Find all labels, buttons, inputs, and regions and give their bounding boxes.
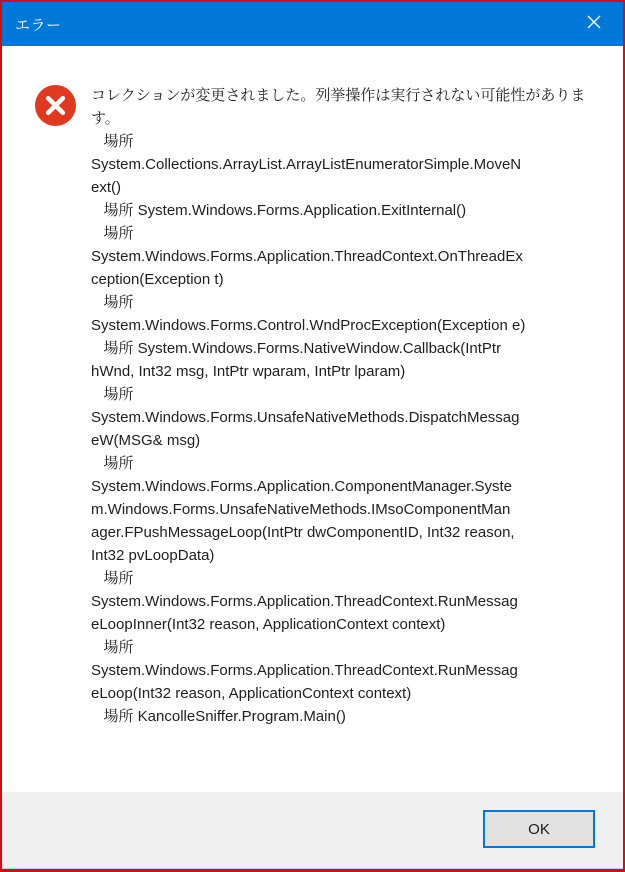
message-line: ception(Exception t) — [91, 271, 224, 288]
message-line: eLoop(Int32 reason, ApplicationContext context) — [91, 685, 412, 702]
error-message — [91, 84, 596, 728]
message-line: System.Windows.Forms.Application.ThreadContext.RunMessag — [91, 662, 518, 679]
ok-button[interactable]: OK — [483, 810, 595, 848]
message-line: System.Windows.Forms.Application.ComponentManager.Syste — [91, 478, 513, 495]
window-title: エラー — [15, 16, 62, 34]
error-icon — [35, 85, 76, 126]
message-line: 場所 — [91, 639, 134, 656]
close-button[interactable] — [571, 2, 617, 46]
message-line: ext() — [91, 179, 121, 196]
titlebar[interactable] — [2, 2, 623, 46]
message-line: eW(MSG& msg) — [91, 432, 201, 449]
message-line: コレクションが変更されました。列挙操作は実行されない可能性がありま — [91, 87, 586, 104]
message-line: m.Windows.Forms.UnsafeNativeMethods.IMsoComponentMan — [91, 501, 511, 518]
message-line: System.Windows.Forms.Control.WndProcException(Exception e) — [91, 317, 526, 334]
message-line: 場所 System.Windows.Forms.Application.ExitInternal() — [91, 202, 467, 219]
close-icon — [587, 15, 601, 34]
message-line: 場所 — [91, 294, 134, 311]
message-line: 場所 — [91, 570, 134, 587]
message-line: System.Windows.Forms.UnsafeNativeMethods.DispatchMessag — [91, 409, 520, 426]
message-line: 場所 — [91, 455, 134, 472]
message-line: 場所 — [91, 225, 134, 242]
message-line: 場所 — [91, 133, 134, 150]
message-line: System.Collections.ArrayList.ArrayListEnumeratorSimple.MoveN — [91, 156, 522, 173]
message-line: ager.FPushMessageLoop(IntPtr dwComponentID, Int32 reason, — [91, 524, 515, 541]
message-line: 場所 System.Windows.Forms.NativeWindow.Callback(IntPtr — [91, 340, 502, 357]
message-line: eLoopInner(Int32 reason, ApplicationContext context) — [91, 616, 446, 633]
message-line: hWnd, Int32 msg, IntPtr wparam, IntPtr lparam) — [91, 363, 406, 380]
message-line: 場所 KancolleSniffer.Program.Main() — [91, 708, 346, 725]
message-line: 場所 — [91, 386, 134, 403]
message-line: Int32 pvLoopData) — [91, 547, 215, 564]
message-line: System.Windows.Forms.Application.ThreadContext.OnThreadEx — [91, 248, 523, 265]
message-line: System.Windows.Forms.Application.ThreadContext.RunMessag — [91, 593, 518, 610]
message-line: す。 — [91, 110, 120, 127]
